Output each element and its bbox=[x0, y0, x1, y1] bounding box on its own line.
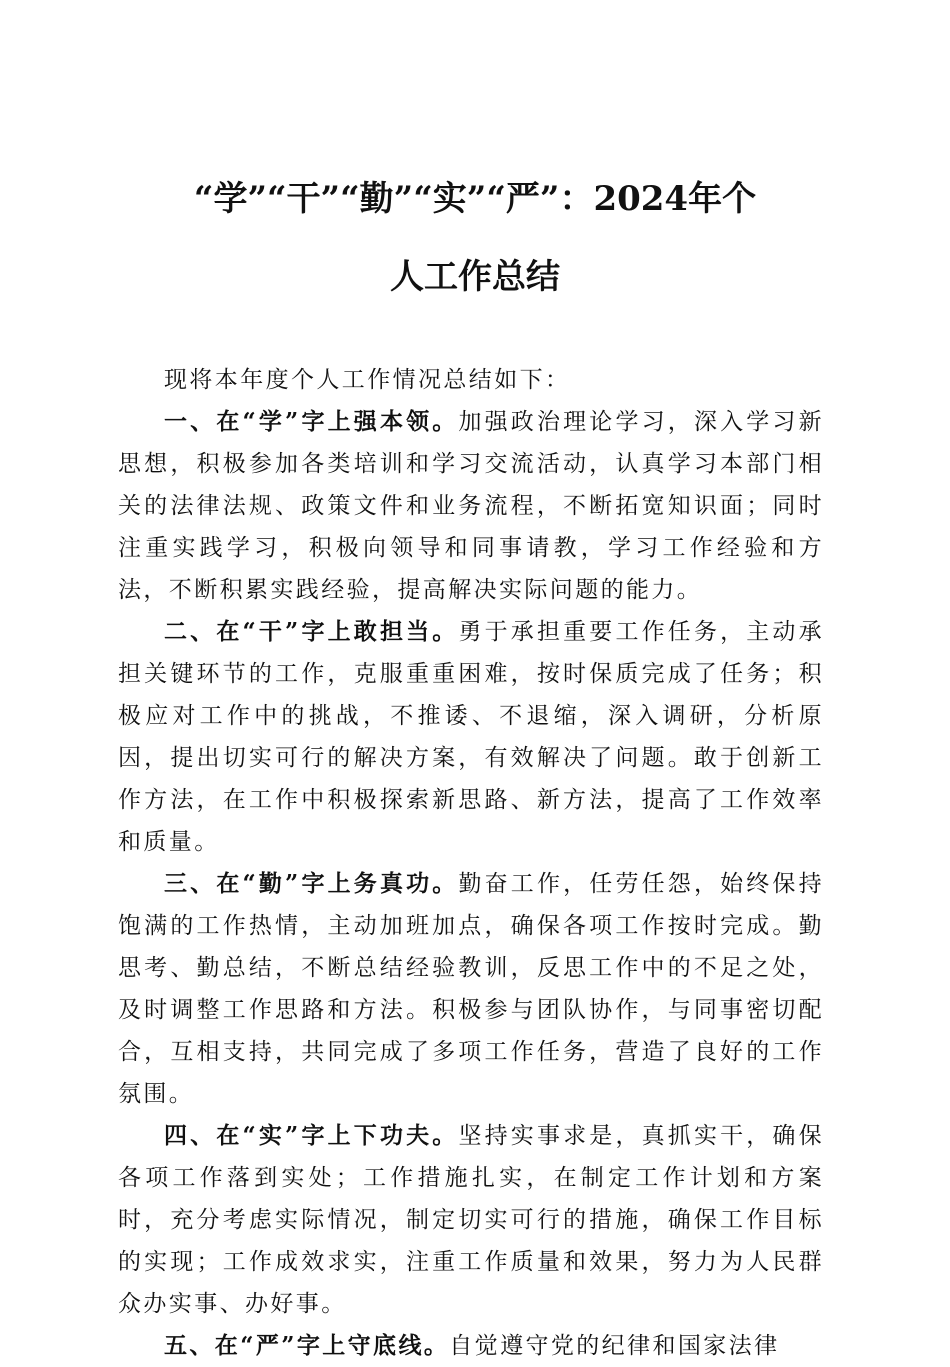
intro-paragraph: 现将本年度个人工作情况总结如下： bbox=[164, 367, 571, 393]
section-text: 加强政治理论学习，深入学习新思想，积极参加各类培训和学习交流活动，认真学习本部门相关的法律法规、政策文件和业务流程，不断拓宽知识面；同时注重实践学习，积极向领导和同事请教，学习工作经验和方法，不断积累实践经验，提高解决实际问题的能力。 bbox=[118, 409, 824, 603]
title-line-2: 人工作总结 bbox=[390, 257, 560, 297]
document-title bbox=[118, 160, 832, 316]
section-heading: 三、在“勤”字上务真功。 bbox=[164, 870, 459, 897]
section-heading: 四、在“实”字上下功夫。 bbox=[164, 1122, 459, 1149]
section-paragraph bbox=[118, 611, 824, 863]
section-text: 勤奋工作，任劳任怨，始终保持饱满的工作热情，主动加班加点，确保各项工作按时完成。勤思考、勤总结，不断总结经验教训，反思工作中的不足之处，及时调整工作思路和方法。积极参与团队协作，与同事密切配合，互相支持，共同完成了多项工作任务，营造了良好的工作氛围。 bbox=[118, 871, 824, 1107]
section-heading: 五、在“严”字上守底线。 bbox=[164, 1332, 450, 1359]
section-text: 自觉遵守党的纪律和国家法律 bbox=[449, 1333, 780, 1359]
section-paragraph bbox=[118, 1325, 824, 1367]
document-body bbox=[118, 359, 824, 1367]
section-paragraph bbox=[118, 401, 824, 611]
section-heading: 一、在“学”字上强本领。 bbox=[164, 408, 459, 435]
section-paragraph bbox=[118, 863, 824, 1115]
section-heading: 二、在“干”字上敢担当。 bbox=[164, 618, 459, 645]
title-line-1: “学”“干”“勤”“实”“严”：2024年个 bbox=[193, 179, 757, 219]
section-text: 坚持实事求是，真抓实干，确保各项工作落到实处；工作措施扎实，在制定工作计划和方案时，充分考虑实际情况，制定切实可行的措施，确保工作目标的实现；工作成效求实，注重工作质量和效果，努力为人民群众办实事、办好事。 bbox=[118, 1123, 824, 1317]
section-paragraph bbox=[118, 1115, 824, 1325]
section-text: 勇于承担重要工作任务，主动承担关键环节的工作，克服重重困难，按时保质完成了任务；积极应对工作中的挑战，不推诿、不退缩，深入调研，分析原因，提出切实可行的解决方案，有效解决了问题。敢于创新工作方法，在工作中积极探索新思路、新方法，提高了工作效率和质量。 bbox=[118, 619, 824, 855]
